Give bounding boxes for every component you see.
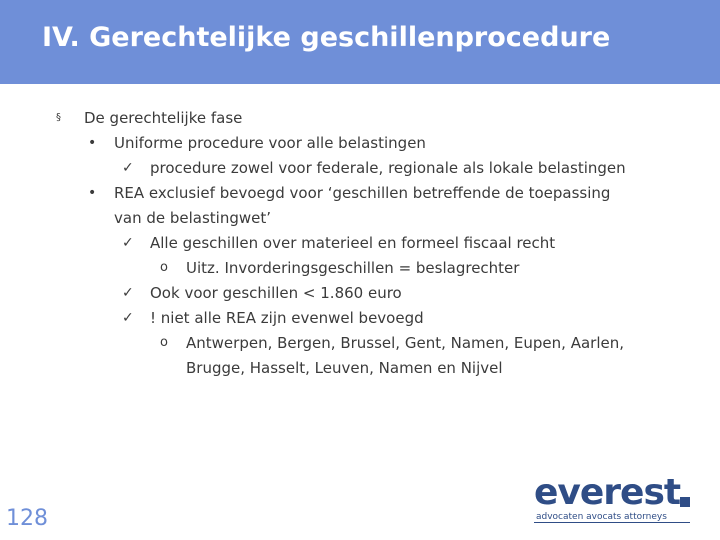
logo-tagline: advocaten avocats attorneys (536, 512, 667, 522)
square-bullet-icon: § (56, 112, 61, 123)
slide-title: IV. Gerechtelijke geschillenprocedure (42, 22, 611, 53)
bullet-text: Uniforme procedure voor alle belastingen (114, 134, 426, 152)
bullet-text: Brugge, Hasselt, Leuven, Namen en Nijvel (186, 359, 503, 377)
check-bullet-icon: ✓ (122, 160, 134, 176)
dot-bullet-icon: • (88, 185, 97, 201)
logo-wordmark: everest (534, 472, 681, 513)
bullet-text: van de belastingwet’ (114, 209, 272, 227)
bullet-text: Antwerpen, Bergen, Brussel, Gent, Namen, Eupen, Aarlen, (186, 334, 624, 352)
bullet-text: De gerechtelijke fase (84, 109, 243, 127)
slide-number: 128 (6, 506, 48, 531)
circle-bullet-icon: o (160, 335, 168, 350)
bullet-text: ! niet alle REA zijn evenwel bevoegd (150, 309, 424, 327)
dot-bullet-icon: • (88, 135, 97, 151)
check-bullet-icon: ✓ (122, 285, 134, 301)
check-bullet-icon: ✓ (122, 235, 134, 251)
logo-square-icon (680, 497, 690, 507)
bullet-text: Alle geschillen over materieel en formeel fiscaal recht (150, 234, 556, 252)
bullet-text: Ook voor geschillen < 1.860 euro (150, 284, 402, 302)
bullet-text: procedure zowel voor federale, regionale als lokale belastingen (150, 159, 626, 177)
circle-bullet-icon: o (160, 260, 168, 275)
bullet-text: Uitz. Invorderingsgeschillen = beslagrechter (186, 259, 520, 277)
logo-underline (534, 522, 690, 523)
check-bullet-icon: ✓ (122, 310, 134, 326)
everest-logo (534, 472, 694, 526)
bullet-text: REA exclusief bevoegd voor ‘geschillen betreffende de toepassing (114, 184, 611, 202)
